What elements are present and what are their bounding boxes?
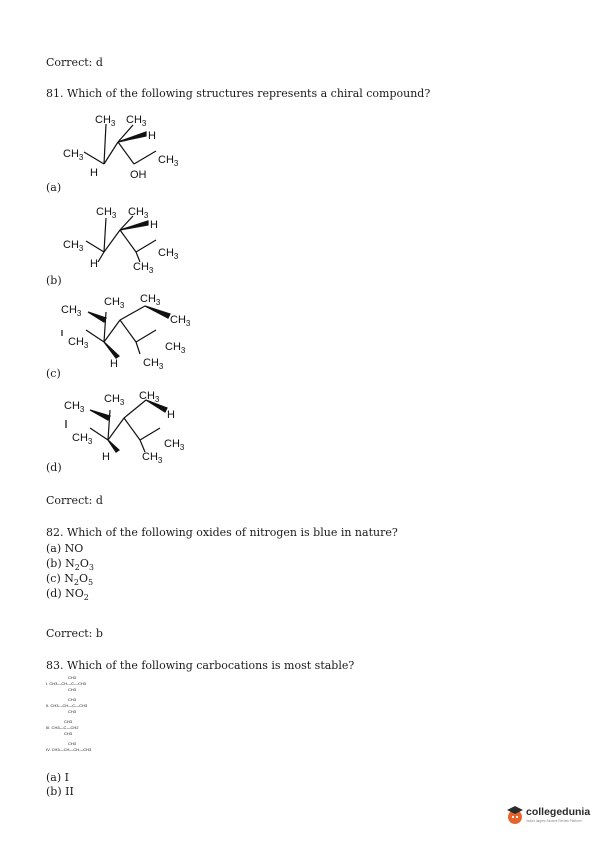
atom-h: H	[148, 130, 156, 142]
atom-ch3: $CH_3$	[126, 114, 147, 128]
atom-h: H	[150, 219, 158, 231]
atom-ch3: $CH_3$	[104, 393, 125, 407]
atom-h: H	[167, 409, 175, 421]
formula: NO	[64, 542, 84, 555]
atom-ch3: $CH_3$	[128, 206, 149, 220]
atom-h: H	[110, 358, 118, 370]
carbocation-bottom-group: CH3	[64, 731, 73, 736]
option-b: (b) $N_2O_3$	[46, 557, 94, 573]
option-a: (a) NO	[46, 542, 84, 555]
atom-ch3: $CH_3$	[142, 451, 163, 465]
option-label-d: (d)	[46, 461, 62, 474]
atom-ch3: $CH_3$	[133, 261, 154, 275]
carbocation-top-group: CH3	[64, 719, 73, 724]
atom-ch3: $CH_3$	[143, 357, 164, 371]
answer-81: Correct: d	[46, 494, 103, 507]
atom-ch3: $CH_3$	[72, 432, 93, 446]
formula: $N_2O_3$	[65, 557, 94, 573]
option-c: (c) $N_2O_5$	[46, 572, 94, 588]
graduation-cap-icon	[506, 804, 524, 826]
carbocation-top-group: CH3	[68, 741, 77, 746]
structure-d	[64, 390, 185, 465]
brand-tagline: India's largest Student Review Platform	[526, 819, 582, 823]
atom-h: H	[102, 451, 110, 463]
formula: $N_2O_5$	[64, 572, 94, 588]
atom-ch3: $CH_3$	[164, 438, 185, 452]
atom-ch3: $CH_3$	[96, 206, 117, 220]
option-a: (a) I	[46, 771, 69, 784]
atom-ch3: $CH_3$	[139, 390, 160, 404]
atom-oh: OH	[130, 169, 147, 181]
question-81: 81. Which of the following structures represents a chiral compound?	[46, 87, 431, 100]
carbocation-4: IV. CH3—CH—CH—CH3	[46, 747, 92, 752]
atom-h: H	[90, 258, 98, 270]
carbocation-2: II. CH3—CH—C—CH3	[46, 703, 88, 708]
atom-ch3: $CH_3$	[104, 296, 125, 310]
carbocation-top-group: CH3	[68, 697, 77, 702]
option-b: (b) II	[46, 785, 74, 798]
answer-82: Correct: b	[46, 627, 103, 640]
option-label-c: (c)	[46, 367, 61, 380]
question-82: 82. Which of the following oxides of nitrogen is blue in nature?	[46, 526, 398, 539]
atom-ch3: $CH_3$	[170, 314, 191, 328]
carbocation-bottom-group: CH3	[68, 709, 77, 714]
carbocation-3: III. CH3—C—CH2	[46, 725, 79, 730]
structure-a	[63, 114, 179, 181]
brand-logo[interactable]	[506, 804, 591, 830]
question-83: 83. Which of the following carbocations is most stable?	[46, 659, 355, 672]
structure-b	[63, 206, 179, 275]
carbocation-1: I. CH3—CH—C—CH3	[46, 681, 87, 686]
atom-ch3: $CH_3$	[165, 341, 186, 355]
option-d: (d) $NO_2$	[46, 587, 89, 603]
formula: $NO_2$	[65, 587, 89, 603]
atom-ch3: $CH_3$	[63, 148, 84, 162]
atom-ch3: $CH_3$	[63, 239, 84, 253]
structure-c	[61, 293, 191, 371]
brand-name: collegedunia	[526, 806, 591, 818]
atom-ch3: $CH_3$	[95, 114, 116, 128]
carbocation-bottom-group: CH3	[68, 687, 77, 692]
atom-ch3: $CH_3$	[140, 293, 161, 307]
answer-80: Correct: d	[46, 56, 103, 69]
atom-ch3: $CH_3$	[61, 304, 82, 318]
option-label-b: (b)	[46, 274, 62, 287]
atom-ch3: $CH_3$	[68, 336, 89, 350]
atom-ch3: $CH_3$	[64, 400, 85, 414]
option-label-a: (a)	[46, 181, 62, 194]
atom-ch3: $CH_3$	[158, 154, 179, 168]
carbocation-top-group: CH3	[68, 675, 77, 680]
atom-ch3: $CH_3$	[158, 247, 179, 261]
atom-h: H	[90, 167, 98, 179]
